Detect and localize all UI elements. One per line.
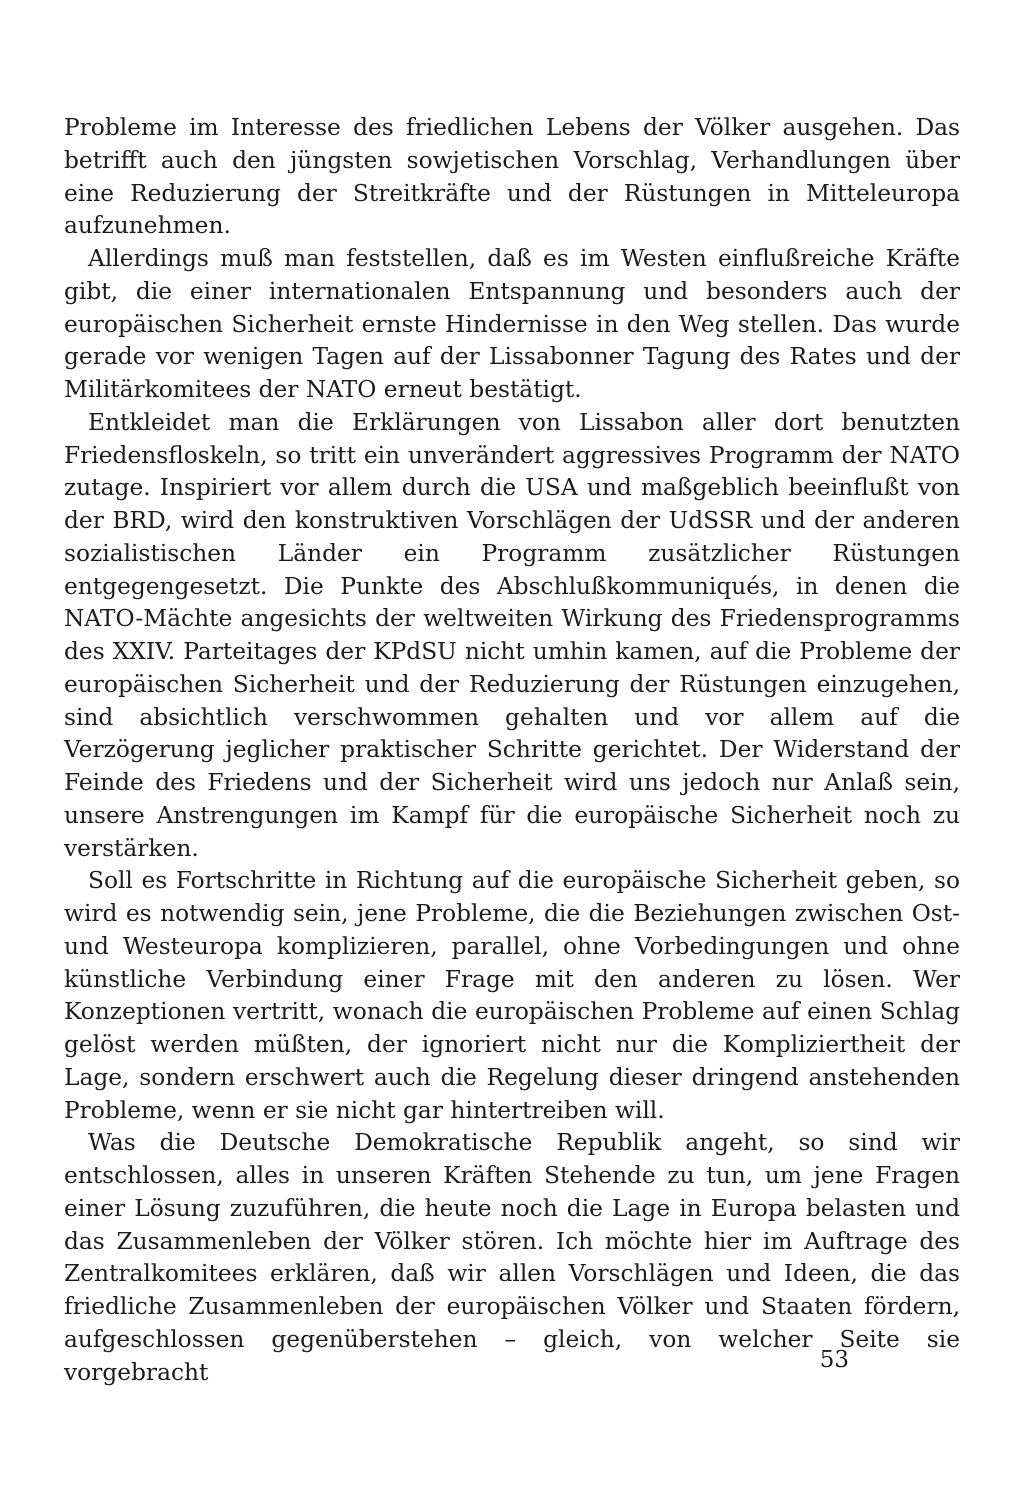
paragraph-1: Probleme im Interesse des friedlichen Lebens der Völker ausgehen. Das betrifft auch den jüngsten sowjetischen Vorschlag, Verhandlungen über eine Reduzierung der Streitkräfte und der Rüstungen in Mitteleuropa aufzunehmen.	[64, 114, 960, 240]
paragraph-4: Soll es Fortschritte in Richtung auf die europäische Sicherheit geben, so wird es notwendig sein, jene Probleme, die die Beziehungen zwischen Ost- und Westeuropa komplizieren, parallel, ohne Vorbedingungen und ohne künstliche Verbindung einer Frage mit den anderen zu lösen. Wer Konzeptionen vertritt, wonach die europäischen Probleme auf einen Schlag gelöst werden müßten, der ignoriert nicht nur die Kompliziertheit der Lage, sondern erschwert auch die Regelung dieser dringend anstehenden Probleme, wenn er sie nicht gar hintertreiben will.	[64, 867, 960, 1124]
paragraph-5: Was die Deutsche Demokratische Republik angeht, so sind wir entschlossen, alles in unseren Kräften Stehende zu tun, um jene Fragen einer Lösung zuzuführen, die heute noch die Lage in Europa belasten und das Zusammenleben der Völker stören. Ich möchte hier im Auftrage des Zentralkomitees erklären, daß wir allen Vorschlägen und Ideen, die das friedliche Zusammenleben der europäischen Völker und Staaten fördern, aufgeschlossen gegenüberstehen – gleich, von welcher Seite sie vorgebracht	[64, 1129, 960, 1386]
page-number: 53	[819, 1347, 849, 1373]
paragraph-3: Entkleidet man die Erklärungen von Lissabon aller dort benutzten Friedensfloskeln, so tritt ein unverändert aggressives Programm der NATO zutage. Inspiriert vor allem durch die USA und maßgeblich beeinflußt von der BRD, wird den konstruktiven Vorschlägen der UdSSR und der anderen sozialistischen Länder ein Programm zusätzlicher Rüstungen entgegengesetzt. Die Punkte des Abschlußkommuniqués, in denen die NATO-Mächte angesichts der weltweiten Wirkung des Friedensprogramms des XXIV. Parteitages der KPdSU nicht umhin kamen, auf die Probleme der europäischen Sicherheit und der Reduzierung der Rüstungen einzugehen, sind absichtlich verschwommen gehalten und vor allem auf die Verzögerung jeglicher praktischer Schritte gerichtet. Der Widerstand der Feinde des Friedens und der Sicherheit wird uns jedoch nur Anlaß sein, unsere Anstrengungen im Kampf für die europäische Sicherheit noch zu verstärken.	[64, 408, 960, 862]
body-text	[64, 112, 960, 1389]
paragraph-2: Allerdings muß man feststellen, daß es im Westen einflußreiche Kräfte gibt, die einer internationalen Entspannung und besonders auch der europäischen Sicherheit ernste Hindernisse in den Weg stellen. Das wurde gerade vor wenigen Tagen auf der Lissabonner Tagung des Rates und der Militärkomitees der NATO erneut bestätigt.	[64, 245, 960, 403]
